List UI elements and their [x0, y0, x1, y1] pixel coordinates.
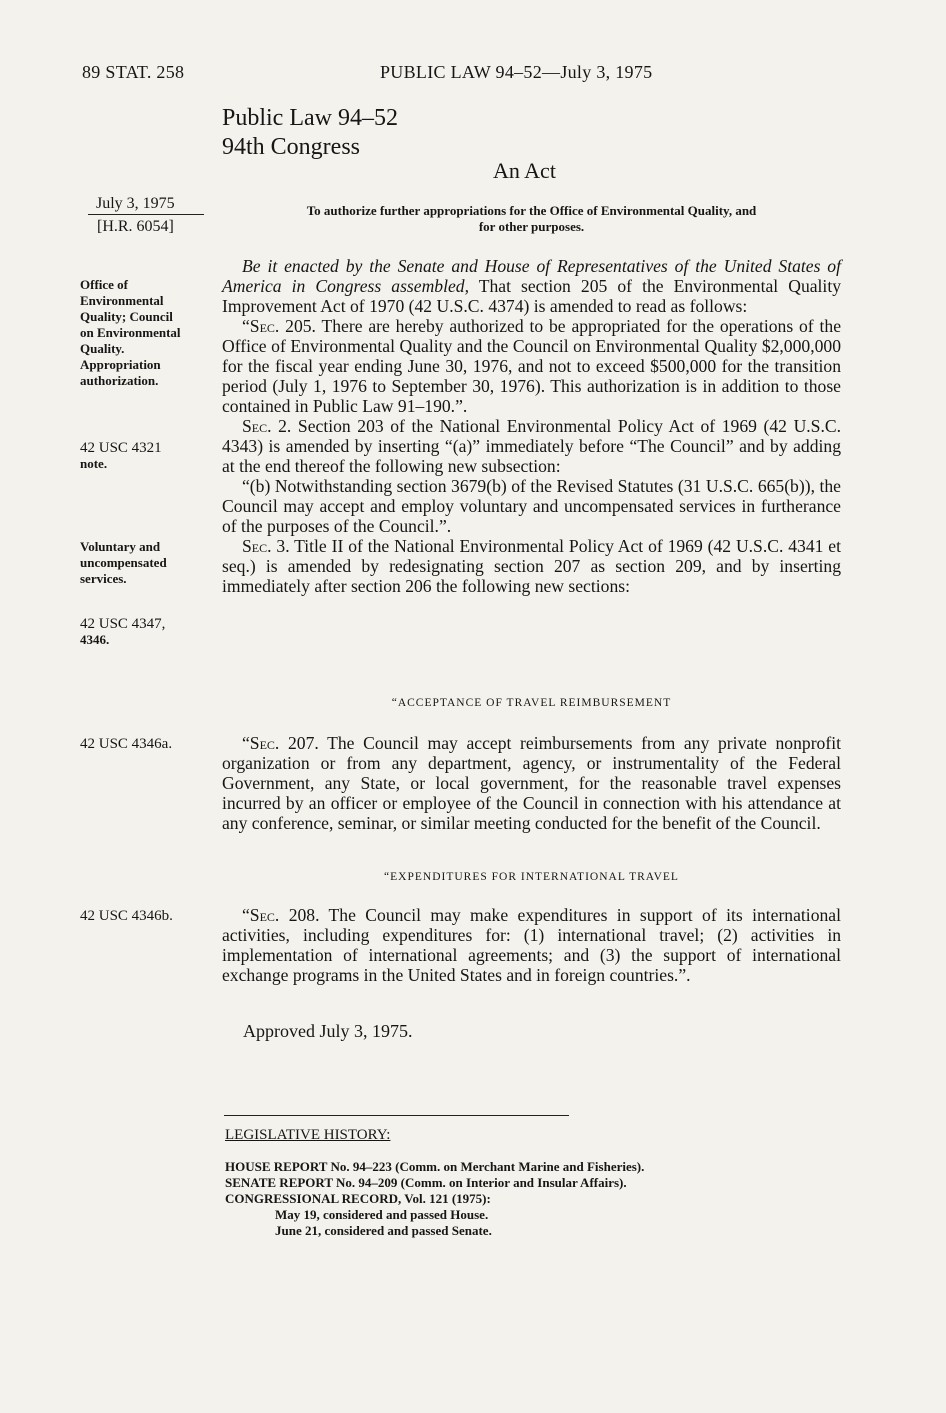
- senate-action: June 21, considered and passed Senate.: [275, 1223, 492, 1238]
- senate-report: SENATE REPORT No. 94–209 (Comm. on Interior and Insular Affairs).: [225, 1175, 627, 1190]
- legislative-history-entries: [225, 1159, 644, 1239]
- legislative-history-heading: LEGISLATIVE HISTORY:: [225, 1127, 391, 1143]
- summary-line-1: To authorize further appropriations for the Office of Environmental Quality, and: [306, 203, 757, 218]
- enacting-clause: Be it enacted by the Senate and House of Representatives of the United States of America in Congress assembled, That section 205 of the Environmental Quality Improvement Act of 1970 (42 U.S.C. 4374) is amended to read as follows:: [222, 256, 842, 316]
- section-208: “Sec. 208. The Council may make expenditures in support of its international activities, including expenditures for: (1) international travel; (2) activities in implementation of international agreements; and (3) the support of international exchange programs in the United States and in foreign countries.”.: [222, 905, 841, 985]
- margin-note-usc-4346a: 42 USC 4346a.: [80, 736, 173, 752]
- margin-note-office: Office of Environmental Quality; Council on Environmental Quality. Appropriation authorization.: [80, 277, 181, 388]
- act-heading: An Act: [493, 158, 556, 183]
- margin-note-usc-4346b: 42 USC 4346b.: [80, 908, 173, 924]
- law-number: Public Law 94–52: [222, 105, 398, 131]
- heading-international-travel: “EXPENDITURES FOR INTERNATIONAL TRAVEL: [384, 871, 679, 883]
- enactment-date: July 3, 1975: [96, 195, 175, 212]
- house-report: HOUSE REPORT No. 94–223 (Comm. on Merchant Marine and Fisheries).: [225, 1159, 645, 1174]
- congress-number: 94th Congress: [222, 134, 360, 160]
- section-3: Sec. 3. Title II of the National Environmental Policy Act of 1969 (42 U.S.C. 4341 et seq.) is amended by redesignating section 207 as section 209, and by inserting immediately after section 206 the following new sections:: [222, 536, 841, 596]
- margin-note-usc-4321: 42 USC 4321 note.: [80, 440, 162, 471]
- house-action: May 19, considered and passed House.: [275, 1207, 489, 1222]
- bill-number: [H.R. 6054]: [97, 218, 174, 235]
- subsection-b: “(b) Notwithstanding section 3679(b) of the Revised Statutes (31 U.S.C. 665(b)), the Council may accept and employ voluntary and uncompensated services in furtherance of the purposes of the Council.”.: [222, 476, 841, 536]
- margin-note-usc-4347: 42 USC 4347, 4346.: [80, 616, 166, 647]
- heading-travel-reimbursement: “ACCEPTANCE OF TRAVEL REIMBURSEMENT: [391, 697, 672, 709]
- summary-line-2: for other purposes.: [478, 219, 585, 234]
- congressional-record: CONGRESSIONAL RECORD, Vol. 121 (1975):: [225, 1191, 491, 1206]
- page-reference: 89 STAT. 258: [82, 62, 185, 82]
- margin-note-voluntary: Voluntary and uncompensated services.: [80, 539, 167, 586]
- section-2: Sec. 2. Section 203 of the National Environmental Policy Act of 1969 (42 U.S.C. 4343) is amended by inserting “(a)” immediately before “The Council” and by adding at the end thereof the following new subsection:: [222, 416, 841, 476]
- approval-date: Approved July 3, 1975.: [243, 1021, 413, 1041]
- act-summary: [222, 203, 841, 235]
- date-rule: [88, 214, 204, 215]
- legislative-history-rule: [224, 1115, 569, 1116]
- running-title: PUBLIC LAW 94–52—July 3, 1975: [380, 62, 653, 82]
- section-207: “Sec. 207. The Council may accept reimbursements from any private nonprofit organization or from any department, agency, or instrumentality of the Federal Government, any State, or local government, for the reasonable travel expenses incurred by an officer or employee of the Council in connection with his attendance at any conference, seminar, or similar meeting conducted for the benefit of the Council.: [222, 733, 841, 833]
- act-body-part-1: [222, 256, 841, 596]
- section-205: “Sec. 205. There are hereby authorized to be appropriated for the operations of the Office of Environmental Quality and the Council on Environmental Quality $2,000,000 for the fiscal year ending June 30, 1976, and not to exceed $500,000 for the transition period (July 1, 1976 to September 30, 1976). This authorization is in addition to those contained in Public Law 91–190.”.: [222, 316, 841, 416]
